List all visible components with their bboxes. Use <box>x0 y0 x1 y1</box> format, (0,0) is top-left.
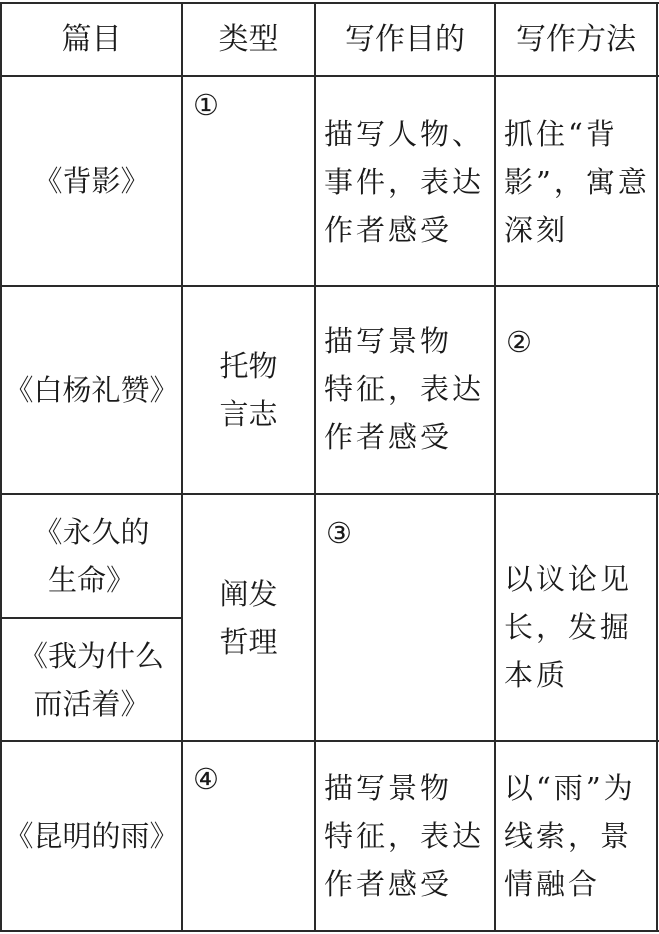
row3-title-a: 《永久的 生命》 <box>33 515 150 597</box>
header-type: 类型 <box>218 21 279 57</box>
table-border-bottom <box>0 930 659 932</box>
row3-purpose-blank: ③ <box>326 516 352 550</box>
row4-type-blank: ④ <box>193 762 219 796</box>
row3-method: 以议论见 长，发掘 本质 <box>504 562 633 692</box>
row1-type-blank: ① <box>193 88 219 122</box>
header-purpose: 写作目的 <box>345 21 465 57</box>
row2-purpose: 描写景物 特征，表达 作者感受 <box>324 324 485 454</box>
row1-title: 《背影》 <box>33 164 150 198</box>
table-border-right <box>656 2 658 932</box>
row4-method: 以“雨”为 线索，景 情融合 <box>504 771 636 901</box>
row1-method: 抓住“背 影”，寓意 深刻 <box>504 117 650 247</box>
row1-purpose: 描写人物、 事件，表达 作者感受 <box>324 117 485 247</box>
row2-title: 《白杨礼赞》 <box>4 373 179 407</box>
row2-method-blank: ② <box>506 325 532 359</box>
row4-purpose: 描写景物 特征，表达 作者感受 <box>324 771 485 901</box>
header-title: 篇目 <box>61 21 122 57</box>
row4-title: 《昆明的雨》 <box>4 819 179 853</box>
row3-title-b: 《我为什么 而活着》 <box>18 638 164 721</box>
row2-type: 托物 言志 <box>219 349 278 431</box>
row3-type: 阐发 哲理 <box>219 576 278 659</box>
header-method: 写作方法 <box>516 21 636 57</box>
